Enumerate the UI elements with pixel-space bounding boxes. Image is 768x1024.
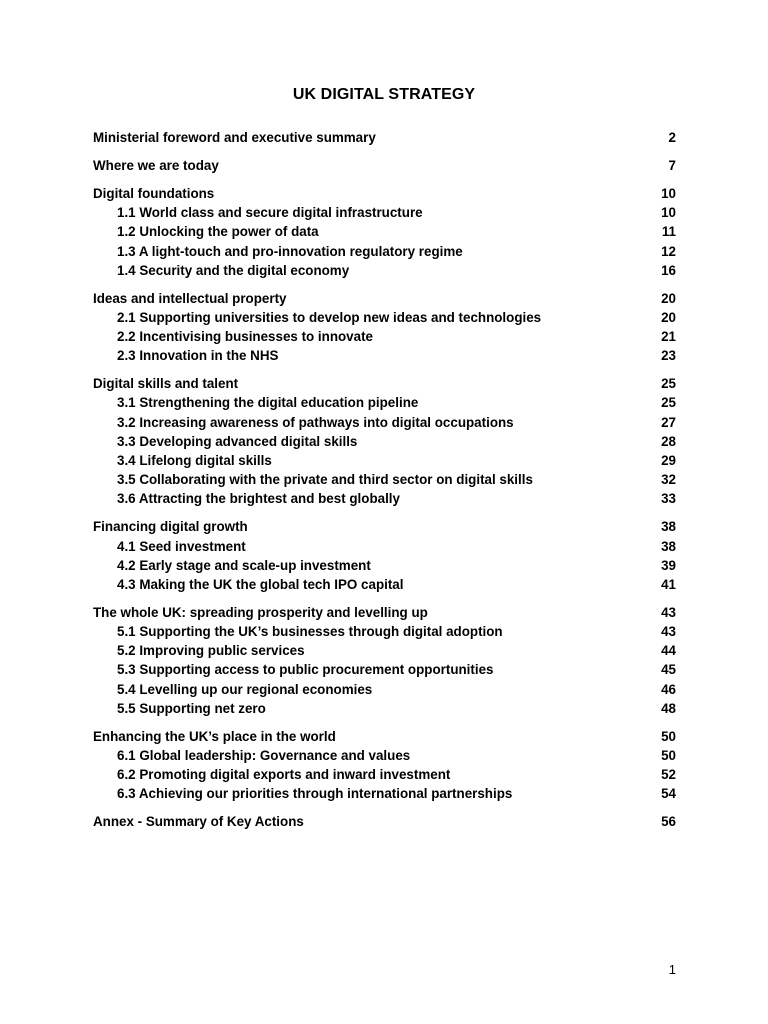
toc-subentry-page: 21	[661, 329, 676, 345]
toc-subentry-page: 32	[661, 472, 676, 488]
toc-subentry[interactable]	[93, 699, 676, 718]
toc-subentry-label: 1.4 Security and the digital economy	[117, 262, 350, 278]
toc-section	[93, 517, 676, 594]
toc-entry-page: 50	[661, 728, 676, 744]
toc-subentry[interactable]	[93, 203, 676, 222]
toc-subentry[interactable]	[93, 746, 676, 765]
toc-entry[interactable]	[93, 603, 676, 622]
toc-entry-label: Digital skills and talent	[93, 376, 239, 392]
toc-subentry-label: 1.3 A light-touch and pro-innovation regulatory regime	[117, 243, 463, 259]
toc-subentry-label: 3.6 Attracting the brightest and best globally	[117, 491, 400, 507]
toc-subentry-page: 23	[661, 348, 676, 364]
toc-section	[93, 128, 676, 147]
toc-entry-page: 7	[668, 157, 676, 173]
toc-subentry-page: 38	[661, 538, 676, 554]
toc-subentry[interactable]	[93, 575, 676, 594]
toc-entry[interactable]	[93, 517, 676, 536]
toc-subentry-label: 2.2 Incentivising businesses to innovate	[117, 329, 373, 345]
toc-subentry[interactable]	[93, 346, 676, 365]
toc-subentry-page: 11	[661, 224, 676, 240]
toc-subentry-page: 52	[661, 767, 676, 783]
toc-subentry[interactable]	[93, 660, 676, 679]
toc-entry[interactable]	[93, 184, 676, 203]
toc-subentry-label: 5.1 Supporting the UK’s businesses through digital adoption	[117, 624, 503, 640]
toc-subentry-label: 5.5 Supporting net zero	[117, 700, 266, 716]
toc-entry-page: 20	[661, 290, 676, 306]
toc-subentry[interactable]	[93, 308, 676, 327]
toc-subentry-label: 1.2 Unlocking the power of data	[117, 224, 319, 240]
toc-subentry-page: 33	[661, 491, 676, 507]
toc-subentry[interactable]	[93, 556, 676, 575]
toc-subentry-label: 3.1 Strengthening the digital education pipeline	[117, 395, 419, 411]
toc-entry-label: Enhancing the UK’s place in the world	[93, 728, 336, 744]
toc-subentry-label: 3.5 Collaborating with the private and third sector on digital skills	[117, 472, 533, 488]
toc-entry-page: 43	[661, 604, 676, 620]
toc-subentry-page: 25	[661, 395, 676, 411]
toc-entry[interactable]	[93, 374, 676, 393]
toc-entry-page: 38	[661, 519, 676, 535]
toc-entry[interactable]	[93, 727, 676, 746]
toc-subentry-label: 5.4 Levelling up our regional economies	[117, 681, 373, 697]
toc-subentry-page: 45	[661, 662, 676, 678]
toc-subentry-label: 2.3 Innovation in the NHS	[117, 348, 279, 364]
toc-subentry-label: 4.3 Making the UK the global tech IPO capital	[117, 576, 404, 592]
toc-subentry-page: 16	[661, 262, 676, 278]
toc-subentry[interactable]	[93, 242, 676, 261]
toc-subentry-label: 5.3 Supporting access to public procurement opportunities	[117, 662, 494, 678]
toc-subentry[interactable]	[93, 641, 676, 660]
toc-subentry[interactable]	[93, 393, 676, 412]
toc-subentry[interactable]	[93, 622, 676, 641]
toc-subentry-label: 6.3 Achieving our priorities through international partnerships	[117, 786, 513, 802]
toc-subentry[interactable]	[93, 489, 676, 508]
toc-subentry[interactable]	[93, 327, 676, 346]
toc-subentry-page: 50	[661, 748, 676, 764]
toc-subentry[interactable]	[93, 765, 676, 784]
toc-subentry[interactable]	[93, 413, 676, 432]
toc-subentry-page: 44	[661, 643, 676, 659]
toc-subentry[interactable]	[93, 680, 676, 699]
toc-subentry-page: 46	[661, 681, 676, 697]
toc-subentry[interactable]	[93, 537, 676, 556]
toc-subentry-page: 29	[661, 453, 676, 468]
toc-subentry-label: 5.2 Improving public services	[117, 643, 305, 659]
toc-section	[93, 156, 676, 175]
toc-subentry-label: 4.1 Seed investment	[117, 538, 246, 554]
toc-section	[93, 374, 676, 508]
toc-subentry-page: 12	[661, 243, 676, 259]
table-of-contents	[93, 128, 676, 832]
toc-subentry[interactable]	[93, 784, 676, 803]
toc-section	[93, 184, 676, 280]
toc-entry-page: 56	[661, 814, 676, 830]
toc-subentry[interactable]	[93, 432, 676, 451]
toc-subentry-page: 28	[661, 433, 676, 449]
toc-subentry[interactable]	[93, 261, 676, 280]
toc-entry[interactable]	[93, 812, 676, 831]
toc-section	[93, 812, 676, 831]
toc-subentry-label: 3.3 Developing advanced digital skills	[117, 433, 358, 449]
toc-entry-page: 25	[661, 376, 676, 392]
toc-entry[interactable]	[93, 289, 676, 308]
toc-entry-label: Financing digital growth	[93, 519, 248, 535]
toc-entry-label: Ministerial foreword and executive summary	[93, 130, 376, 145]
toc-entry-label: Ideas and intellectual property	[93, 290, 287, 306]
toc-subentry-label: 4.2 Early stage and scale-up investment	[117, 557, 371, 573]
toc-subentry-label: 3.2 Increasing awareness of pathways into digital occupations	[117, 414, 514, 430]
toc-subentry-label: 6.1 Global leadership: Governance and values	[117, 748, 411, 764]
toc-subentry-label: 2.1 Supporting universities to develop new ideas and technologies	[117, 309, 542, 325]
toc-subentry[interactable]	[93, 470, 676, 489]
toc-entry-page: 10	[661, 185, 676, 201]
toc-entry[interactable]	[93, 156, 676, 175]
toc-section	[93, 289, 676, 366]
toc-subentry-label: 1.1 World class and secure digital infrastructure	[117, 205, 423, 221]
toc-entry-label: Digital foundations	[93, 185, 215, 201]
toc-subentry-page: 43	[661, 624, 676, 640]
toc-entry-label: Annex - Summary of Key Actions	[93, 814, 304, 830]
toc-subentry-label: 3.4 Lifelong digital skills	[117, 453, 272, 468]
toc-section	[93, 603, 676, 718]
toc-entry[interactable]	[93, 128, 676, 147]
toc-subentry[interactable]	[93, 222, 676, 241]
toc-subentry-page: 27	[661, 414, 676, 430]
toc-subentry-page: 54	[661, 786, 676, 802]
toc-subentry-page: 10	[661, 205, 676, 221]
toc-entry-label: The whole UK: spreading prosperity and levelling up	[93, 604, 428, 620]
toc-subentry-page: 20	[661, 309, 676, 325]
toc-section	[93, 727, 676, 804]
page-number: 1	[668, 962, 676, 977]
toc-subentry-label: 6.2 Promoting digital exports and inward investment	[117, 767, 451, 783]
toc-subentry[interactable]	[93, 451, 676, 470]
toc-entry-label: Where we are today	[93, 157, 219, 173]
toc-subentry-page: 41	[661, 576, 676, 592]
toc-subentry-page: 48	[661, 700, 676, 716]
toc-subentry-page: 39	[661, 557, 676, 573]
page-title: UK DIGITAL STRATEGY	[292, 86, 476, 103]
toc-entry-page: 2	[668, 130, 676, 145]
